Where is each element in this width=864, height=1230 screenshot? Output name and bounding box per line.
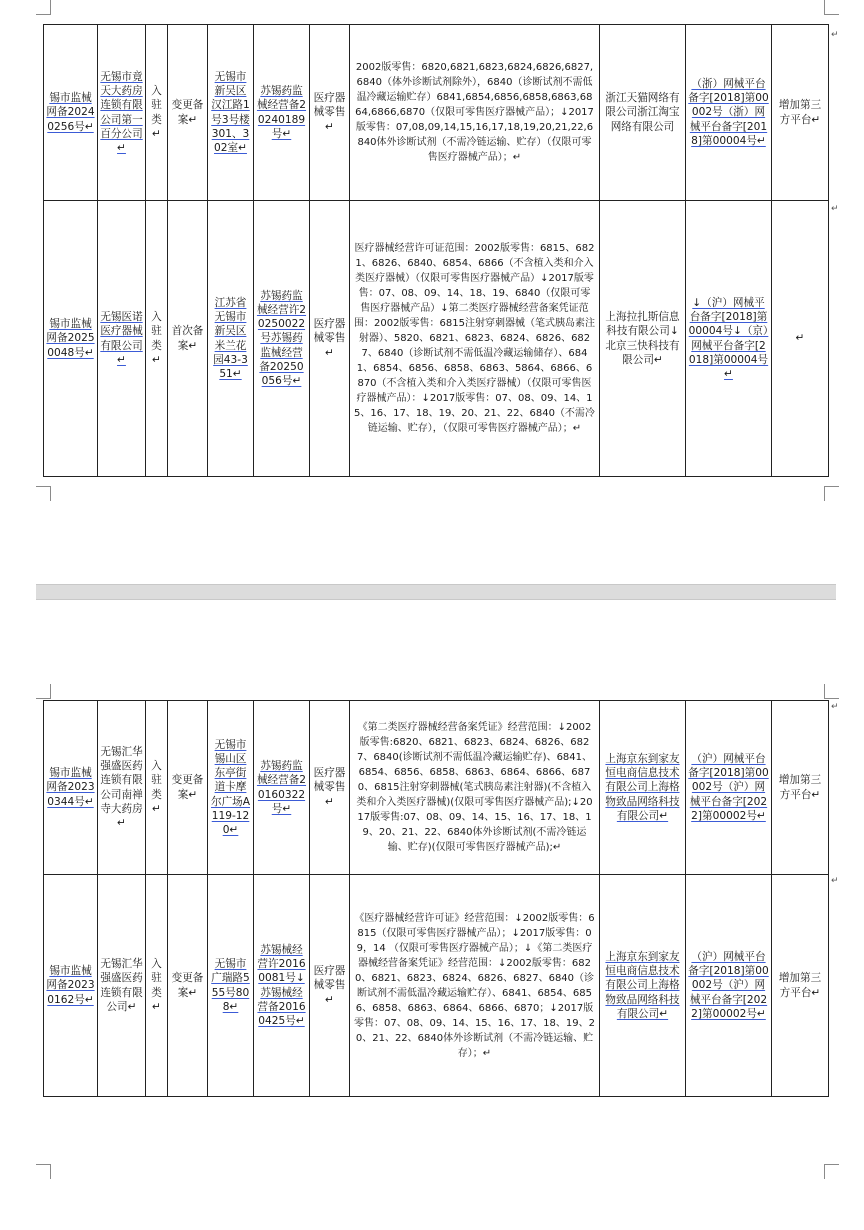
filing-action: 首次备案↵	[168, 201, 208, 477]
business-type: 医疗器械零售↵	[310, 701, 350, 875]
category: 入驻类↵	[146, 875, 168, 1097]
filing-number: 锡市监械网备20230344号↵	[44, 701, 98, 875]
company-name: 无锡市竟天大药房连锁有限公司第一百分公司↵	[98, 25, 146, 201]
company-name: 无锡汇华强盛医药连锁有限公司↵	[98, 875, 146, 1097]
platform-name: 上海拉扎斯信息科技有限公司↓北京三快科技有限公司↵	[600, 201, 686, 477]
registry-table-page2	[43, 700, 829, 1097]
table-row	[44, 201, 829, 477]
platform-filing: （浙）网械平台备字[2018]第00002号（浙）网械平台备字[2018]第00004号↵	[686, 25, 772, 201]
platform-filing: （沪）网械平台备字[2018]第00002号（沪）网械平台备字[2022]第00002号↵	[686, 875, 772, 1097]
note: ↵	[772, 201, 829, 477]
note: 增加第三方平台↵	[772, 25, 829, 201]
license-number: 苏锡药监械经营许20250022号苏锡药监械经营备20250056号↵	[254, 201, 310, 477]
platform-filing: （沪）网械平台备字[2018]第00002号（沪）网械平台备字[2022]第00002号↵	[686, 701, 772, 875]
category: 入驻类↵	[146, 701, 168, 875]
registry-table-page1	[43, 24, 829, 477]
category: 入驻类↵	[146, 201, 168, 477]
address: 无锡市广瑞路555号808↵	[208, 875, 254, 1097]
filing-number: 锡市监械网备20250048号↵	[44, 201, 98, 477]
address: 无锡市锡山区东亭街道卡摩尔广场A119-120↵	[208, 701, 254, 875]
filing-action: 变更备案↵	[168, 25, 208, 201]
license-number: 苏锡药监械经营备20160322号↵	[254, 701, 310, 875]
business-type: 医疗器械零售↵	[310, 875, 350, 1097]
table-row	[44, 25, 829, 201]
paragraph-mark: ↵	[831, 702, 839, 712]
address: 无锡市新吴区汉江路1号3号楼301、302室↵	[208, 25, 254, 201]
business-type: 医疗器械零售↵	[310, 201, 350, 477]
filing-number: 锡市监械网备20230162号↵	[44, 875, 98, 1097]
paragraph-mark: ↵	[831, 30, 839, 40]
business-scope: 《第二类医疗器械经营备案凭证》经营范围：↓2002版零售:6820、6821、6823、6824、6826、6827、6840(诊断试剂不需低温冷藏运输贮存)、6841、6854、6856、6858、6863、6864、6866、6870、6815注射穿刺器械(笔式胰岛素注射器)(不含植入类和介入类医疗器械)(仅限可零售医疗器械产品);↓2017版零售:07、08、09、14、15、16、17、18、19、20、21、22、6840体外诊断试剂(不需冷链运输、贮存)(仅限可零售医疗器械产品);↵	[350, 701, 600, 875]
paragraph-mark: ↵	[831, 876, 839, 886]
platform-filing: ↓（沪）网械平台备字[2018]第00004号↓（京）网械平台备字[2018]第00004号↵	[686, 201, 772, 477]
table-row	[44, 701, 829, 875]
table-row	[44, 875, 829, 1097]
business-type: 医疗器械零售↵	[310, 25, 350, 201]
note: 增加第三方平台↵	[772, 875, 829, 1097]
platform-name: 浙江天猫网络有限公司浙江淘宝网络有限公司	[600, 25, 686, 201]
company-name: 无锡汇华强盛医药连锁有限公司南禅寺大药房↵	[98, 701, 146, 875]
business-scope: 2002版零售：6820,6821,6823,6824,6826,6827,6840（体外诊断试剂除外），6840（诊断试剂不需低温冷藏运输贮存）6841,6854,6856,6858,6863,6864,6866,6870（仅限可零售医疗器械产品）；↓2017版零售：07,08,09,14,15,16,17,18,19,20,21,22,6840体外诊断试剂（不需冷链运输、贮存）（仅限可零售医疗器械产品）；↵	[350, 25, 600, 201]
note: 增加第三方平台↵	[772, 701, 829, 875]
filing-number: 锡市监械网备20240256号↵	[44, 25, 98, 201]
platform-name: 上海京东到家友恒电商信息技术有限公司上海格物致品网络科技有限公司↵	[600, 701, 686, 875]
business-scope: 医疗器械经营许可证范围：2002版零售：6815、6821、6826、6840、6854、6866（不含植入类和介入类医疗器械）（仅限可零售医疗器械产品）↓2017版零售：07、08、09、14、18、19、6840（仅限可零售医疗器械产品）↓第二类医疗器械经营备案凭证范围：2002版零售：6815注射穿刺器械（笔式胰岛素注射器）、5820、6821、6823、6824、6826、6827、6840（诊断试剂不需低温冷藏运输储存）、6841、6854、6856、6858、6863、5864、6866、6870（不含植入类和介入类医疗器械）（仅限可零售医疗器械产品）：↓2017版零售：07、08、09、14、15、16、17、18、19、20、21、22、6840（不需冷链运输、贮存），（仅限可零售医疗器械产品）；↵	[350, 201, 600, 477]
category: 入驻类↵	[146, 25, 168, 201]
filing-action: 变更备案↵	[168, 875, 208, 1097]
filing-action: 变更备案↵	[168, 701, 208, 875]
license-number: 苏锡药监械经营备20240189号↵	[254, 25, 310, 201]
paragraph-mark: ↵	[831, 204, 839, 214]
platform-name: 上海京东到家友恒电商信息技术有限公司上海格物致品网络科技有限公司↵	[600, 875, 686, 1097]
business-scope: 《医疗器械经营许可证》经营范围：↓2002版零售：6815（仅限可零售医疗器械产品）；↓2017版零售：09，14 （仅限可零售医疗器械产品）；↓《第二类医疗器械经营备案凭证》经营范围：↓2002版零售：6820、6821、6823、6824、6826、6827、6840（诊断试剂不需低温冷藏运输贮存）、6841、6854、6856、6858、6863、6864、6866、6870；↓2017版零售：07、08、09、14、15、16、17、18、19、20、21、22、6840体外诊断试剂（不需冷链运输、贮存）；↵	[350, 875, 600, 1097]
address: 江苏省无锡市新吴区米兰花园43-351↵	[208, 201, 254, 477]
page-separator	[36, 584, 836, 600]
company-name: 无锡医诺医疗器械有限公司↵	[98, 201, 146, 477]
license-number: 苏锡械经营许20160081号↓苏锡械经营备20160425号↵	[254, 875, 310, 1097]
